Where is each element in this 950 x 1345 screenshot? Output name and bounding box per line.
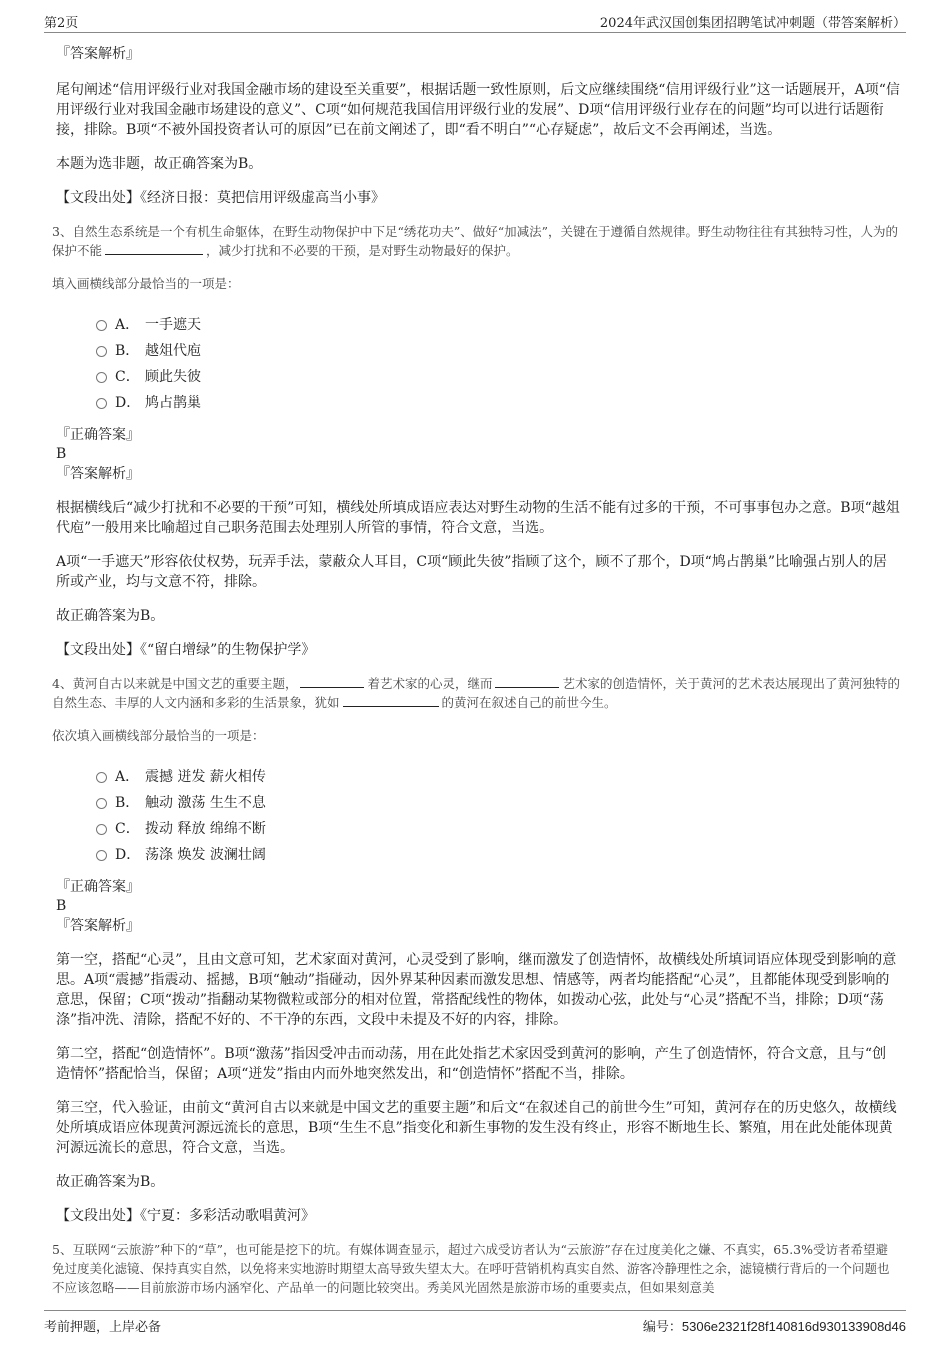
page-header [44,10,906,33]
q3-analysis-label: 『答案解析』 [56,466,140,482]
radio-icon[interactable] [96,798,107,809]
q4-stem: 4、黄河自古以来就是中国文艺的重要主题， 着艺术家的心灵，继而 艺术家的创造情怀，关于黄河的艺术表达展现出了黄河独特的自然生态、丰厚的人文内涵和多彩的生活景象，犹如 的黄河在叙述自己的前世今生。 [52,676,900,710]
q4-blank-2 [495,674,559,688]
radio-icon[interactable] [96,346,107,357]
q4-answer: B [56,898,67,914]
q2-analysis-p2: 本题为选非题，故正确答案为B。 [56,156,263,172]
radio-icon[interactable] [96,398,107,409]
q3-analysis-p3: 故正确答案为B。 [56,608,165,624]
q2-source: 【文段出处】《经济日报：莫把信用评级虚高当小事》 [56,190,385,206]
q4-analysis-p4: 故正确答案为B。 [56,1174,165,1190]
page-number: 第2页 [44,16,79,31]
q3-option-d[interactable]: D． 鸠占鹊巢 [96,390,900,416]
radio-icon[interactable] [96,320,107,331]
q4-option-a[interactable]: A． 震撼 迸发 薪火相传 [96,764,900,790]
q4-option-c[interactable]: C． 拨动 释放 绵绵不断 [96,816,900,842]
radio-icon[interactable] [96,824,107,835]
q4-prompt: 依次填入画横线部分最恰当的一项是： [52,728,265,743]
radio-icon[interactable] [96,850,107,861]
q4-options [56,764,900,868]
q4-correct-label: 『正确答案』 [56,879,140,895]
q3-correct-label: 『正确答案』 [56,427,140,443]
q4-analysis-p1: 第一空，搭配“心灵”，且由文意可知，艺术家面对黄河，心灵受到了影响，继而激发了创造情怀，故横线处所填词语应体现受到影响的意思。A项“震撼”指震动、摇撼，B项“触动”指碰动，因外界某种因素而激发思想、情感等，两者均能搭配“心灵”，且都能体现受到影响的意思，保留；C项“拨动”指翻动某物微粒或部分的相对位置，常搭配线性的物体，如拨动心弦，此处与“心灵”搭配不当，排除；D项“荡涤”指冲洗、清除，搭配不好的、不干净的东西，文段中未提及不好的内容，排除。 [56,952,897,1028]
q4-analysis-label: 『答案解析』 [56,918,140,934]
q5-stem: 5、互联网“云旅游”种下的“草”，也可能是挖下的坑。有媒体调查显示，超过六成受访者认为“云旅游”存在过度美化之嫌、不真实，65.3%受访者希望避免过度美化滤镜、保持真实自然，以免将来实地游时期望太高导致失望太大。在呼吁营销机构真实自然、游客冷静理性之余，滤镜横行背后的一个问题也不应该忽略——目前旅游市场内涵窄化、产品单一的问题比较突出。秀美风光固然是旅游市场的重要卖点，但如果刻意美 [52,1242,890,1295]
q4-analysis-p2: 第二空，搭配“创造情怀”。B项“激荡”指因受冲击而动荡，用在此处指艺术家因受到黄河的影响，产生了创造情怀，符合文意，且与“创造情怀”搭配恰当，保留；A项“迸发”指由内而外地突然发出，和“创造情怀”搭配不当，排除。 [56,1046,887,1082]
q3-prompt: 填入画横线部分最恰当的一项是： [52,276,240,291]
q2-analysis-p1: 尾句阐述“信用评级行业对我国金融市场的建设至关重要”，根据话题一致性原则，后文应继续围绕“信用评级行业”这一话题展开，A项“信用评级行业对我国金融市场建设的意义”、C项“如何规范我国信用评级行业的发展”、D项“信用评级行业存在的问题”均可以进行话题衔接，排除。B项“不被外国投资者认可的原因”已在前文阐述了，即“看不明白”“心存疑虑”，故后文不会再阐述，当选。 [56,82,900,138]
q4-analysis-p3: 第三空，代入验证，由前文“黄河自古以来就是中国文艺的重要主题”和后文“在叙述自己的前世今生”可知，黄河存在的历史悠久，故横线处所填成语应体现黄河源远流长的意思，B项“生生不息”指变化和新生事物的发生没有终止，形容不断地生长、繁殖，用在此处能体现黄河源远流长的意思，符合文意，当选。 [56,1100,897,1156]
q3-answer: B [56,446,67,462]
page-footer [44,1310,906,1335]
q3-blank [105,241,203,255]
q3-stem: 3、自然生态系统是一个有机生命躯体，在野生动物保护中下足“绣花功夫”、做好“加减法”，关键在于遵循自然规律。野生动物往往有其独特习性，人为的保护不能 ，减少打扰和不必要的干预，是对野生动物最好的保护。 [52,224,899,258]
q3-option-a[interactable]: A． 一手遮天 [96,312,900,338]
main-content [52,44,900,1311]
radio-icon[interactable] [96,772,107,783]
q3-options [56,312,900,416]
q4-option-b[interactable]: B． 触动 激荡 生生不息 [96,790,900,816]
radio-icon[interactable] [96,372,107,383]
q3-analysis-p2: A项“一手遮天”形容依仗权势，玩弄手法，蒙蔽众人耳目，C项“顾此失彼”指顾了这个，顾不了那个，D项“鸠占鹊巢”比喻强占别人的居所或产业，均与文意不符，排除。 [56,554,887,590]
q3-option-c[interactable]: C． 顾此失彼 [96,364,900,390]
document-code: 编号：5306e2321f28f140816d930133908d46 [642,1319,906,1335]
q4-blank-3 [343,693,439,707]
document-title: 2024年武汉国创集团招聘笔试冲刺题（带答案解析） [599,16,906,31]
q4-option-d[interactable]: D． 荡涤 焕发 波澜壮阔 [96,842,900,868]
q4-blank-1 [300,674,364,688]
footer-slogan: 考前押题，上岸必备 [44,1320,162,1335]
q4-source: 【文段出处】《宁夏：多彩活动歌唱黄河》 [56,1208,315,1224]
q3-source: 【文段出处】《“留白增绿”的生物保护学》 [56,642,316,658]
q2-analysis-label: 『答案解析』 [56,46,140,62]
q3-analysis-p1: 根据横线后“减少打扰和不必要的干预”可知，横线处所填成语应表达对野生动物的生活不能有过多的干预，不可事事包办之意。B项“越俎代庖”一般用来比喻超过自己职务范围去处理别人所管的事情，符合文意，当选。 [56,500,900,536]
q3-option-b[interactable]: B． 越俎代庖 [96,338,900,364]
